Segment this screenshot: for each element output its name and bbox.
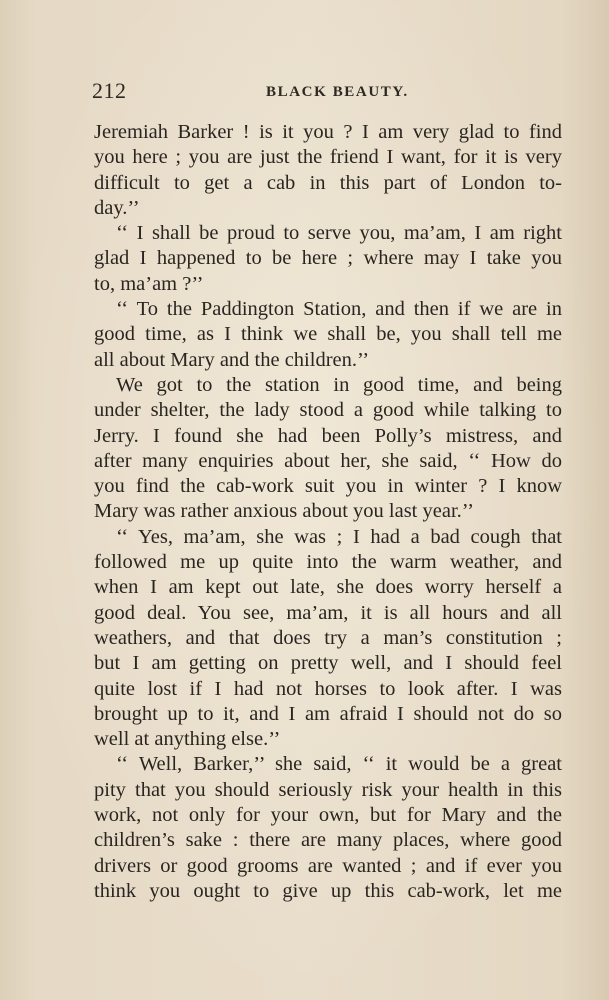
text-line: ‘‘ To the Paddington Station, and then if we are in	[116, 298, 562, 321]
book-title: BLACK BEAUTY.	[266, 84, 409, 100]
page-number: 212	[92, 78, 127, 103]
text-line: you here ; you are just the friend I want, for it is very	[94, 146, 562, 169]
text-line: ‘‘ Yes, ma’am, she was ; I had a bad cough that	[116, 525, 562, 548]
text-line: good deal. You see, ma’am, it is all hours and all	[94, 601, 562, 624]
text-line: to, ma’am ?’’	[94, 272, 204, 295]
text-line: when I am kept out late, she does worry herself a	[94, 576, 562, 599]
text-line: after many enquiries about her, she said, ‘‘ How do	[94, 449, 562, 472]
text-line: Mary was rather anxious about you last year.’’	[94, 500, 474, 523]
text-line: think you ought to give up this cab-work, let me	[94, 879, 562, 902]
text-line: Jeremiah Barker ! is it you ? I am very glad to find	[94, 121, 562, 143]
text-line: pity that you should seriously risk your health in this	[94, 778, 562, 801]
text-line: all about Mary and the children.’’	[94, 348, 370, 371]
text-line: day.’’	[94, 196, 140, 219]
running-head	[92, 78, 562, 108]
text-line: glad I happened to be here ; where may I take you	[94, 247, 562, 270]
text-line: followed me up quite into the warm weather, and	[94, 551, 562, 574]
text-line: ‘‘ I shall be proud to serve you, ma’am, I am right	[116, 222, 562, 245]
text-line: good time, as I think we shall be, you shall tell me	[94, 323, 562, 346]
text-line: Jerry. I found she had been Polly’s mistress, and	[94, 424, 562, 447]
text-line: brought up to it, and I am afraid I should not do so	[94, 702, 562, 725]
text-line: well at anything else.’’	[94, 728, 281, 751]
text-line: children’s sake : there are many places, where good	[94, 829, 562, 852]
text-line: drivers or good grooms are wanted ; and if ever you	[94, 854, 562, 877]
text-line: We got to the station in good time, and being	[116, 373, 562, 396]
text-line: difficult to get a cab in this part of London to-	[94, 171, 562, 194]
text-line: under shelter, the lady stood a good while talking to	[94, 399, 562, 422]
text-line: you find the cab-work suit you in winter ? I know	[94, 475, 562, 498]
body-text	[94, 120, 562, 904]
text-line: weathers, and that does try a man’s constitution ;	[94, 626, 562, 649]
text-line: quite lost if I had not horses to look after. I was	[94, 677, 562, 700]
text-line: but I am getting on pretty well, and I should feel	[94, 652, 562, 675]
text-line: ‘‘ Well, Barker,’’ she said, ‘‘ it would be a great	[116, 753, 562, 776]
text-line: work, not only for your own, but for Mary and the	[94, 804, 562, 827]
